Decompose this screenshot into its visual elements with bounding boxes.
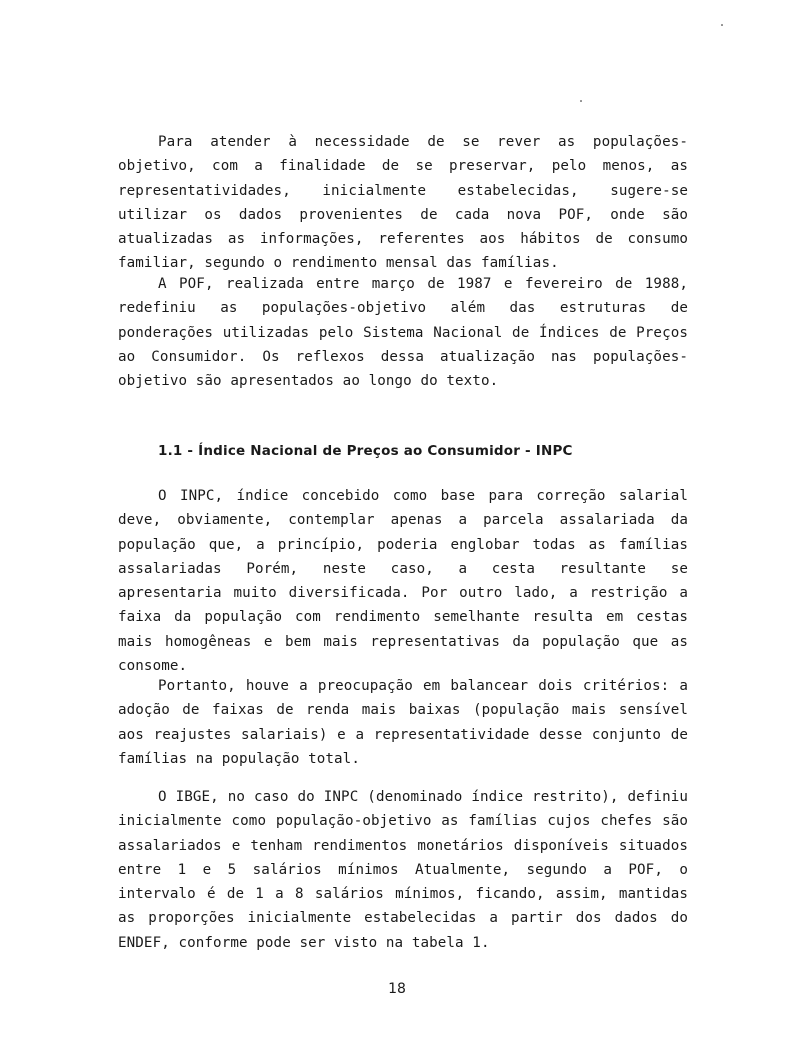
paragraph-5: O IBGE, no caso do INPC (denominado índice restrito), definiu inicialmente como população-objetivo as famílias cujos chefes são assalariados e tenham rendimentos monetários disponíveis situados entre 1 e 5 salários mínimos Atualmente, segundo a POF, o intervalo é de 1 a 8 salários mínimos, ficando, assim, mantidas as proporções inicialmente estabelecidas a partir dos dados do ENDEF, conforme pode ser visto na tabela 1.	[118, 789, 688, 951]
paragraph-2: A POF, realizada entre março de 1987 e fevereiro de 1988, redefiniu as populações-objetivo além das estruturas de ponderações utilizadas pelo Sistema Nacional de Índices de Preços ao Consumidor. Os reflexos dessa atualização nas populações-objetivo são apresentados ao longo do texto.	[118, 276, 688, 390]
page-number: 18	[388, 981, 406, 997]
paragraph-3: O INPC, índice concebido como base para correção salarial deve, obviamente, contemplar apenas a parcela assalariada da população que, a princípio, poderia englobar todas as famílias assalariadas Porém, neste caso, a cesta resultante se apresentaria muito diversificada. Por outro lado, a restrição a faixa da população com rendimento semelhante resulta em cestas mais homogêneas e bem mais representativas da população que as consome.	[118, 488, 688, 675]
scan-speck	[580, 100, 582, 102]
paragraph-4: Portanto, houve a preocupação em balancear dois critérios: a adoção de faixas de renda mais baixas (população mais sensível aos reajustes salariais) e a representatividade desse conjunto de famílias na população total.	[118, 678, 688, 767]
scan-speck	[721, 24, 723, 26]
paragraph-1: Para atender à necessidade de se rever as populações-objetivo, com a finalidade de se preservar, pelo menos, as representatividades, inicialmente estabelecidas, sugere-se utilizar os dados provenientes de cada nova POF, onde são atualizadas as informações, referentes aos hábitos de consumo familiar, segundo o rendimento mensal das famílias.	[118, 134, 688, 272]
section-heading: 1.1 - Índice Nacional de Preços ao Consumidor - INPC	[158, 443, 573, 459]
